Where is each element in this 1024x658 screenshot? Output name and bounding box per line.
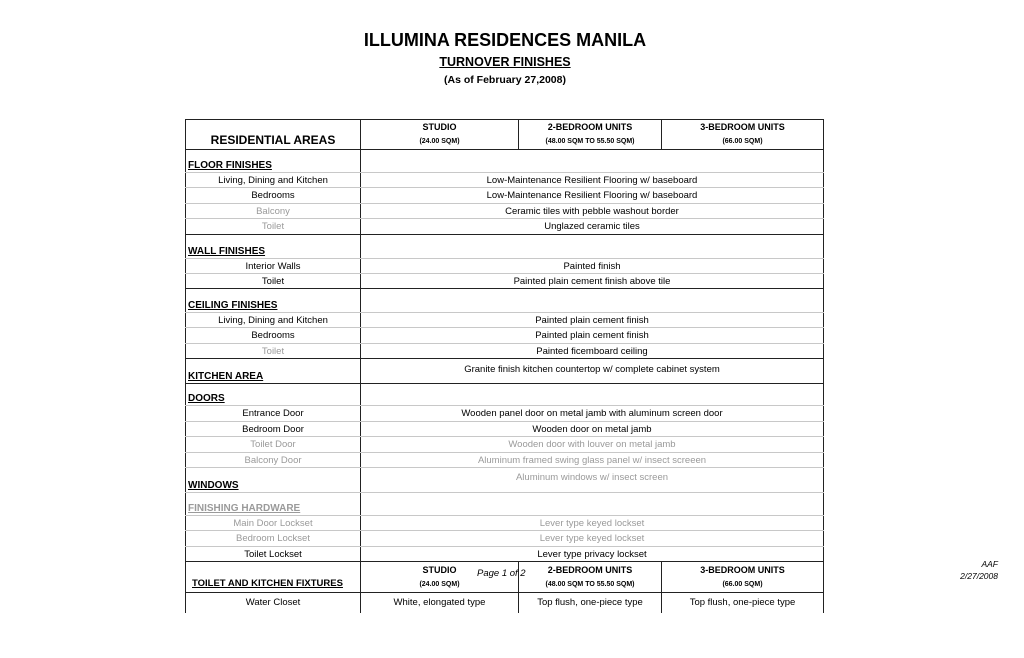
footer-date: 2/27/2008: [960, 571, 998, 581]
finishes-sheet: [185, 119, 823, 613]
section-spacer: [361, 289, 824, 313]
row-item: Toilet: [186, 219, 361, 235]
three-bedroom-header: [662, 120, 824, 150]
section-title-hardware: FINISHING HARDWARE: [186, 493, 361, 516]
row-value: Lever type privacy lockset: [361, 547, 824, 562]
row-value: Low-Maintenance Resilient Flooring w/ baseboard: [361, 188, 824, 204]
row-item: Toilet: [186, 344, 361, 359]
document-title: ILLUMINA RESIDENCES MANILA: [363, 30, 647, 50]
fixture-two-bedroom: Top flush, one-piece type: [519, 593, 662, 613]
section-spacer: [361, 235, 824, 259]
row-item: Bedrooms: [186, 188, 361, 204]
section-spacer: [361, 493, 824, 516]
row-item: Bedroom Door: [186, 422, 361, 437]
table-row: [186, 204, 824, 219]
as-of-date: (As of February 27,2008): [444, 74, 566, 86]
row-item: Entrance Door: [186, 406, 361, 422]
section-row: [186, 468, 824, 493]
section-row: [186, 384, 824, 406]
row-value: Unglazed ceramic tiles: [361, 219, 824, 235]
fixtures-two-bedroom-size: (48.00 SQM TO 55.50 SQM): [545, 580, 635, 588]
row-item: Living, Dining and Kitchen: [186, 173, 361, 188]
table-row: [186, 593, 824, 613]
row-value: Lever type keyed lockset: [361, 516, 824, 531]
three-bedroom-label: 3-BEDROOM UNITS: [700, 122, 785, 132]
fixture-item: Water Closet: [186, 593, 361, 613]
section-row: [186, 493, 824, 516]
footer-note: [940, 558, 998, 582]
table-row: [186, 547, 824, 562]
table-row: [186, 453, 824, 468]
row-value: Ceramic tiles with pebble washout border: [361, 204, 824, 219]
finishes-table: [185, 119, 824, 613]
page-number: Page 1 of 2: [477, 568, 526, 579]
row-item: Bedrooms: [186, 328, 361, 344]
fixtures-two-bedroom-header: [519, 562, 662, 593]
row-value: Aluminum framed swing glass panel w/ insect screeen: [361, 453, 824, 468]
section-spacer: [361, 384, 824, 406]
section-row: [186, 359, 824, 384]
studio-size: (24.00 SQM): [419, 138, 460, 145]
table-row: [186, 259, 824, 274]
row-item: Toilet: [186, 274, 361, 289]
windows-value: Aluminum windows w/ insect screen: [361, 468, 824, 493]
residential-areas-header: RESIDENTIAL AREAS: [186, 120, 361, 150]
table-row: [186, 531, 824, 547]
row-item: Toilet Door: [186, 437, 361, 453]
section-title-ceiling: CEILING FINISHES: [186, 289, 361, 313]
fixtures-three-bedroom-size: (66.00 SQM): [722, 580, 763, 588]
three-bedroom-size: (66.00 SQM): [722, 138, 763, 145]
row-item: Balcony Door: [186, 453, 361, 468]
row-item: Balcony: [186, 204, 361, 219]
row-value: Wooden door on metal jamb: [361, 422, 824, 437]
row-item: Bedroom Lockset: [186, 531, 361, 547]
fixtures-three-bedroom-label: 3-BEDROOM UNITS: [700, 564, 785, 575]
table-row: [186, 516, 824, 531]
fixtures-studio-label: STUDIO: [422, 564, 457, 575]
table-row: [186, 188, 824, 204]
table-row: [186, 328, 824, 344]
section-title-kitchen: KITCHEN AREA: [186, 359, 361, 384]
footer-initials: AAF: [981, 559, 998, 569]
table-row: [186, 437, 824, 453]
section-row: [186, 235, 824, 259]
section-spacer: [361, 150, 824, 173]
row-value: Painted ficemboard ceiling: [361, 344, 824, 359]
row-value: Painted plain cement finish above tile: [361, 274, 824, 289]
row-value: Low-Maintenance Resilient Flooring w/ baseboard: [361, 173, 824, 188]
section-title-doors: DOORS: [186, 384, 361, 406]
row-value: Wooden door with louver on metal jamb: [361, 437, 824, 453]
table-row: [186, 313, 824, 328]
table-row: [186, 406, 824, 422]
row-value: Wooden panel door on metal jamb with aluminum screen door: [361, 406, 824, 422]
section-title-wall: WALL FINISHES: [186, 235, 361, 259]
table-row: [186, 274, 824, 289]
fixtures-studio-size: (24.00 SQM): [419, 580, 460, 588]
row-value: Painted plain cement finish: [361, 313, 824, 328]
table-row: [186, 173, 824, 188]
section-row: [186, 150, 824, 173]
section-title-floor: FLOOR FINISHES: [186, 150, 361, 173]
row-value: Painted plain cement finish: [361, 328, 824, 344]
table-header-row: [186, 120, 824, 150]
row-item: Toilet Lockset: [186, 547, 361, 562]
table-row: [186, 422, 824, 437]
fixtures-three-bedroom-header: [662, 562, 824, 593]
kitchen-value: Granite finish kitchen countertop w/ complete cabinet system: [361, 359, 824, 384]
studio-label: STUDIO: [422, 122, 457, 132]
fixtures-title: TOILET AND KITCHEN FIXTURES: [186, 562, 361, 593]
row-item: Interior Walls: [186, 259, 361, 274]
row-item: Living, Dining and Kitchen: [186, 313, 361, 328]
row-item: Main Door Lockset: [186, 516, 361, 531]
two-bedroom-size: (48.00 SQM TO 55.50 SQM): [545, 138, 635, 145]
document-subtitle: TURNOVER FINISHES: [439, 55, 571, 69]
row-value: Painted finish: [361, 259, 824, 274]
table-row: [186, 219, 824, 235]
fixture-three-bedroom: Top flush, one-piece type: [662, 593, 824, 613]
fixture-studio: White, elongated type: [361, 593, 519, 613]
section-row: [186, 289, 824, 313]
table-row: [186, 344, 824, 359]
studio-header: [361, 120, 519, 150]
section-title-windows: WINDOWS: [186, 468, 361, 493]
row-value: Lever type keyed lockset: [361, 531, 824, 547]
two-bedroom-header: [519, 120, 662, 150]
fixtures-two-bedroom-label: 2-BEDROOM UNITS: [547, 564, 633, 575]
two-bedroom-label: 2-BEDROOM UNITS: [547, 122, 633, 132]
